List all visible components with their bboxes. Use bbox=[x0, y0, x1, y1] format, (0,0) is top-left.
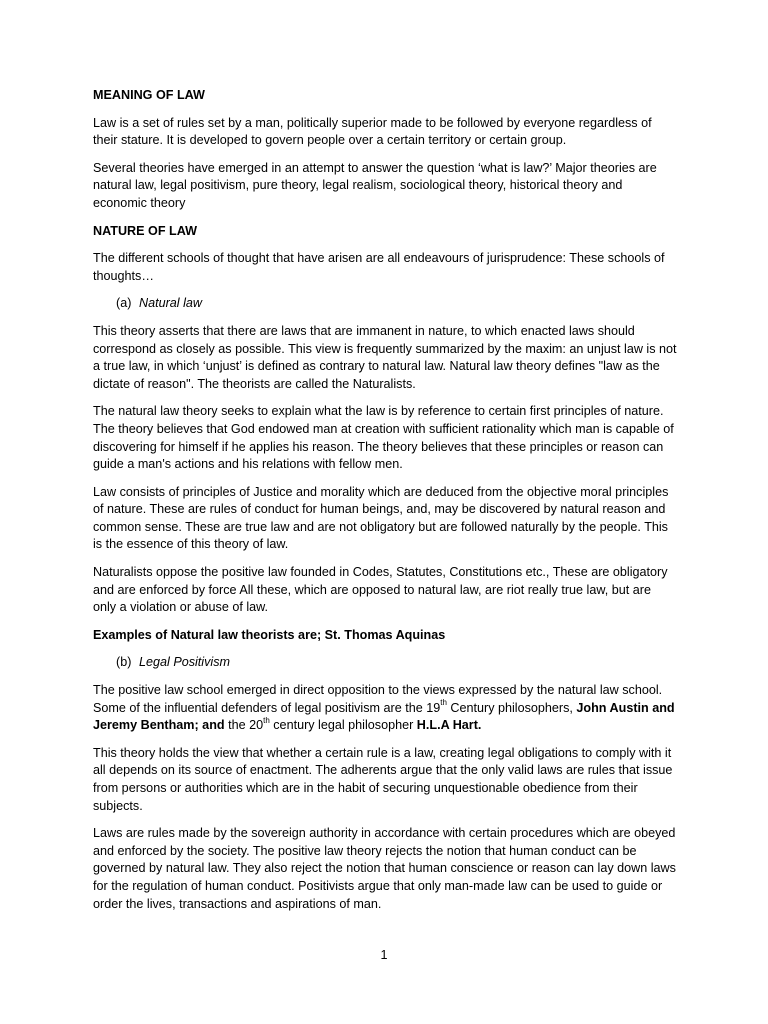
heading-examples: Examples of Natural law theorists are; St. Thomas Aquinas bbox=[93, 627, 446, 642]
text-run: century legal philosopher bbox=[269, 718, 417, 733]
paragraph: This theory holds the view that whether a certain rule is a law, creating legal obligations to comply with it all depends on its source of enactment. The adherents argue that the only valid laws are rules that issue from persons or authorities which are in the habit of securing unquestionable obedience from their subjects. bbox=[93, 745, 673, 813]
list-marker: (b) bbox=[116, 655, 132, 670]
document-body bbox=[93, 87, 677, 923]
heading-meaning-of-law: MEANING OF LAW bbox=[93, 88, 205, 102]
bold-text: John Austin and Jeremy Bentham; and bbox=[93, 700, 675, 733]
page-number: 1 bbox=[380, 948, 388, 962]
paragraph: The different schools of thought that have arisen are all endeavours of jurisprudence: These schools of thoughts… bbox=[93, 251, 665, 283]
paragraph: The natural law theory seeks to explain what the law is by reference to certain first principles of nature. The theory believes that God endowed man at creation with sufficient rationality which man is capable of discovering for himself if he applies his reason. The theory believes that these principles or reason can guide a man's actions and his relations with fellow men. bbox=[93, 404, 674, 472]
paragraph: This theory asserts that there are laws that are immanent in nature, to which enacted laws should correspond as closely as possible. This view is frequently summarized by the maxim: an unjust law is not a true law, in which ‘unjust’ is defined as contrary to natural law. Natural law theory defines "law as the dictate of reason". The theorists are called the Naturalists. bbox=[93, 323, 677, 391]
paragraph bbox=[93, 682, 677, 735]
paragraph: Law consists of principles of Justice and morality which are deduced from the objective moral principles of nature. These are rules of conduct for human beings, and, may be discovered by natural reason and common sense. These are true law and are not obligatory but are followed naturally by the people. This is the essence of this theory of law. bbox=[93, 484, 669, 552]
bold-text: H.L.A Hart. bbox=[416, 718, 482, 733]
paragraph: Law is a set of rules set by a man, politically superior made to be followed by everyone regardless of their stature. It is developed to govern people over a certain territory or certain group. bbox=[93, 115, 652, 148]
paragraph: Several theories have emerged in an attempt to answer the question ‘what is law?’ Major theories are natural law, legal positivism, pure theory, legal realism, sociological theory, historical theory and economic theory bbox=[93, 160, 657, 210]
list-item-title: Natural law bbox=[139, 296, 202, 311]
text-run: the 20 bbox=[224, 718, 264, 733]
text-run: The positive law school emerged in direct opposition to the views expressed by the natural law school. Some of the influential defenders of legal positivism are the 19 bbox=[93, 683, 663, 715]
heading-nature-of-law: NATURE OF LAW bbox=[93, 223, 198, 238]
text-run: Century philosophers, bbox=[446, 700, 577, 715]
list-item-title: Legal Positivism bbox=[139, 655, 230, 670]
superscript: th bbox=[440, 698, 447, 708]
list-item-legal-positivism bbox=[93, 654, 677, 672]
superscript: th bbox=[263, 716, 270, 726]
list-item-natural-law bbox=[93, 295, 677, 313]
paragraph: Laws are rules made by the sovereign authority in accordance with certain procedures which are obeyed and enforced by the society. The positive law theory rejects the notion that human conduct can be governed by natural law. They also reject the notion that human conscience or reason can lay down laws for the regulation of human conduct. Positivists argue that only man-made law can be used to guide or order the lives, transactions and aspirations of man. bbox=[93, 826, 676, 911]
list-marker: (a) bbox=[116, 296, 132, 311]
paragraph: Naturalists oppose the positive law founded in Codes, Statutes, Constitutions etc., These are obligatory and are enforced by force All these, which are opposed to natural law, are riot really true law, but are only a violation or abuse of law. bbox=[93, 565, 668, 615]
